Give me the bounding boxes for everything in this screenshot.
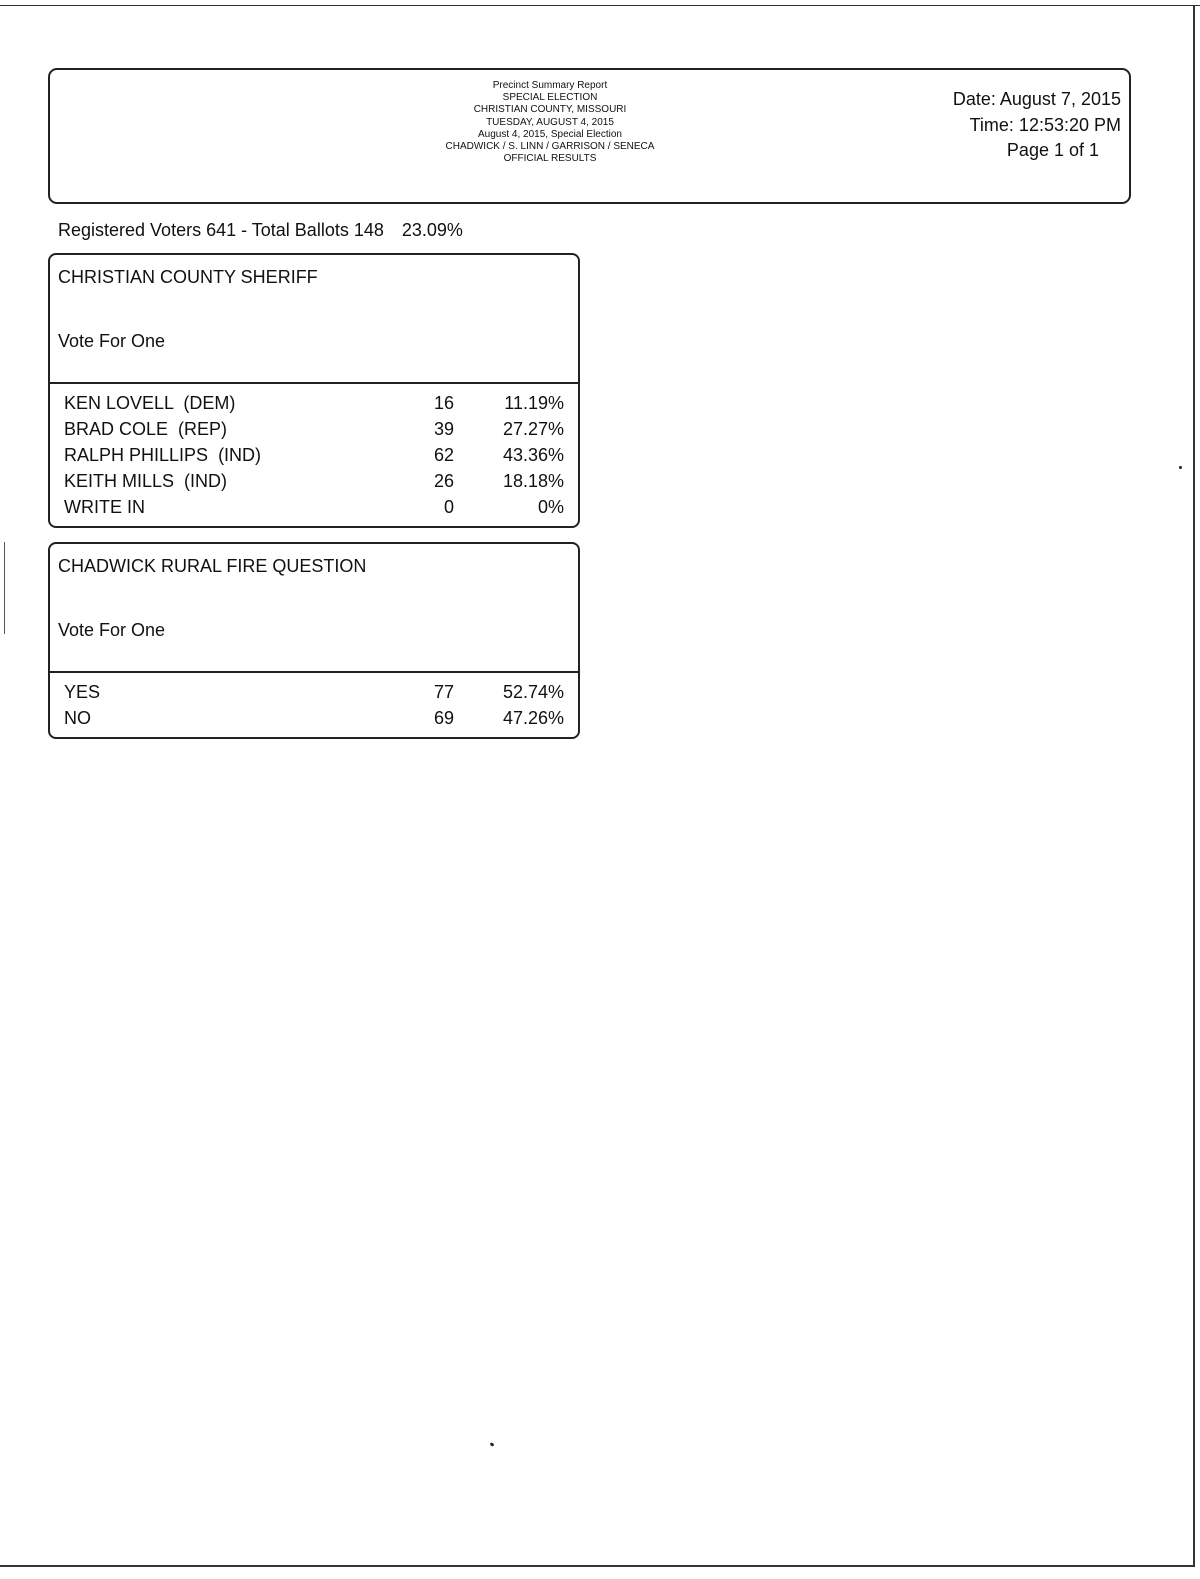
report-title: Precinct Summary Report xyxy=(492,80,608,91)
result-row xyxy=(50,708,578,734)
contest-title: CHRISTIAN COUNTY SHERIFF xyxy=(58,267,318,287)
choice-votes: 69 xyxy=(433,708,454,728)
choice-votes: 77 xyxy=(433,682,454,702)
contest-header xyxy=(50,544,578,673)
report-date: Date: August 7, 2015 xyxy=(952,89,1121,109)
contest-fire-question xyxy=(48,542,580,739)
choice-votes: 16 xyxy=(433,393,454,413)
results-list xyxy=(50,384,578,523)
election-name: SPECIAL ELECTION xyxy=(502,92,598,104)
precinct-name: CHADWICK / S. LINN / GARRISON / SENECA xyxy=(445,141,655,153)
choice-name: KEITH MILLS (IND) xyxy=(64,471,228,491)
choice-name: RALPH PHILLIPS (IND) xyxy=(64,445,262,465)
vote-for-label: Vote For One xyxy=(58,331,166,351)
choice-name: BRAD COLE (REP) xyxy=(64,419,228,439)
report-meta xyxy=(953,87,1121,164)
choice-votes: 39 xyxy=(433,419,454,439)
contest-title: CHADWICK RURAL FIRE QUESTION xyxy=(58,556,367,576)
choice-percent: 11.19% xyxy=(504,393,564,413)
result-row xyxy=(50,497,578,523)
contest-header xyxy=(50,255,578,384)
result-row xyxy=(50,682,578,708)
choice-name: NO xyxy=(64,708,91,728)
scan-edge-top xyxy=(0,5,1200,6)
choice-percent: 27.27% xyxy=(502,419,564,439)
choice-name: WRITE IN xyxy=(64,497,145,517)
choice-name: KEN LOVELL (DEM) xyxy=(64,393,236,413)
election-day: TUESDAY, AUGUST 4, 2015 xyxy=(486,116,614,128)
result-row xyxy=(50,445,578,471)
results-status: OFFICIAL RESULTS xyxy=(503,153,597,165)
result-row xyxy=(50,419,578,445)
choice-percent: 43.36% xyxy=(502,445,564,465)
choice-percent: 18.18% xyxy=(502,471,564,491)
choice-percent: 52.74% xyxy=(502,682,564,702)
choice-percent: 47.26% xyxy=(502,708,564,728)
report-header xyxy=(48,68,1131,204)
result-row xyxy=(50,393,578,419)
choice-percent: 0% xyxy=(537,497,564,517)
scan-speck xyxy=(490,1442,495,1447)
turnout-percent: 23.09% xyxy=(401,220,463,240)
turnout-text: Registered Voters 641 - Total Ballots 148 xyxy=(58,220,384,240)
choice-name: YES xyxy=(64,682,101,702)
results-list xyxy=(50,673,578,734)
turnout-summary xyxy=(58,220,463,241)
contest-sheriff xyxy=(48,253,580,528)
choice-votes: 0 xyxy=(443,497,454,517)
scan-mark-left xyxy=(4,542,5,634)
vote-for-label: Vote For One xyxy=(58,620,166,640)
result-row xyxy=(50,471,578,497)
scan-edge-bottom xyxy=(0,1565,1195,1567)
jurisdiction: CHRISTIAN COUNTY, MISSOURI xyxy=(473,104,627,116)
report-time: Time: 12:53:20 PM xyxy=(969,114,1121,135)
page-number: Page 1 of 1 xyxy=(1006,140,1099,160)
choice-votes: 62 xyxy=(433,445,454,465)
choice-votes: 26 xyxy=(433,471,454,491)
election-description: August 4, 2015, Special Election xyxy=(478,128,622,140)
report-title-block xyxy=(340,80,760,165)
scan-edge-right xyxy=(1193,6,1195,1566)
scan-speck xyxy=(1179,466,1182,469)
